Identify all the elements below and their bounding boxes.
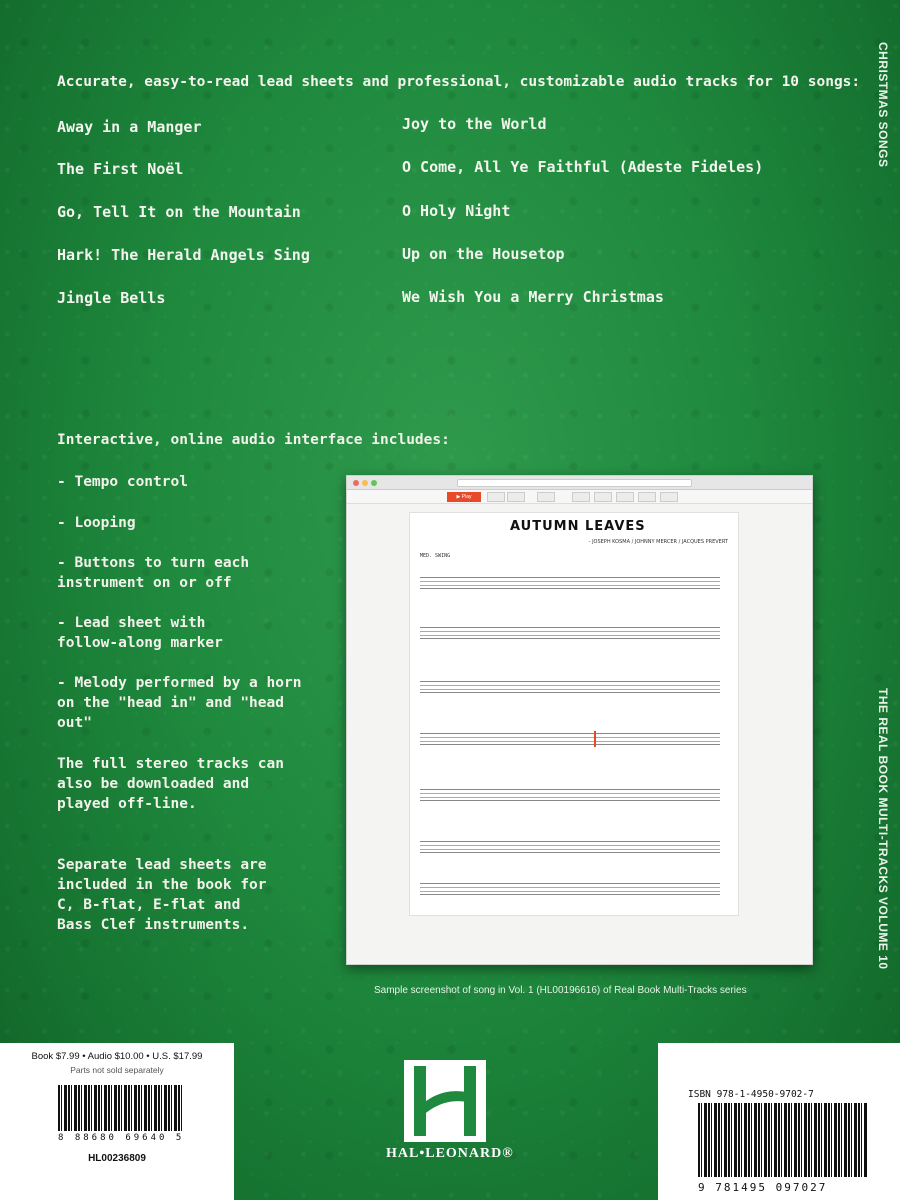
lead-sheet bbox=[409, 512, 739, 916]
toolbar-button bbox=[537, 492, 555, 502]
hal-leonard-logo bbox=[404, 1060, 486, 1142]
feature-item: - Melody performed by a horn on the "head in" and "head out" bbox=[57, 675, 302, 731]
toolbar-button bbox=[507, 492, 525, 502]
player-toolbar bbox=[347, 490, 812, 504]
upc-number: 8 88680 69640 5 bbox=[58, 1133, 185, 1143]
sheet-credit: - JOSEPH KOSMA / JOHNNY MERCER / JACQUES PREVERT bbox=[588, 539, 728, 545]
staff-line bbox=[420, 733, 720, 745]
spine-title: CHRISTMAS SONGS bbox=[876, 42, 890, 168]
interface-heading: Interactive, online audio interface includes: bbox=[57, 432, 450, 448]
staff-line bbox=[420, 577, 720, 589]
product-number: HL00236809 bbox=[88, 1153, 146, 1164]
staff-line bbox=[420, 789, 720, 801]
intro-text: Accurate, easy-to-read lead sheets and professional, customizable audio tracks for 10 songs: bbox=[57, 74, 861, 90]
price-text: Book $7.99 • Audio $10.00 • U.S. $17.99 bbox=[31, 1051, 203, 1062]
app-screenshot bbox=[346, 475, 813, 965]
follow-along-marker bbox=[594, 731, 596, 747]
toolbar-button bbox=[638, 492, 656, 502]
isbn-panel bbox=[658, 1043, 900, 1200]
feature-item: - Lead sheet with follow-along marker bbox=[57, 615, 223, 651]
isbn-barcode bbox=[698, 1103, 868, 1177]
feature-item: - Looping bbox=[57, 515, 136, 531]
song-item: O Holy Night bbox=[402, 202, 511, 220]
staff-line bbox=[420, 627, 720, 639]
parts-note: Parts not sold separately bbox=[70, 1065, 164, 1075]
price-panel bbox=[0, 1043, 234, 1200]
feature-item: - Tempo control bbox=[57, 474, 188, 490]
song-item: Hark! The Herald Angels Sing bbox=[57, 246, 310, 264]
song-item: Jingle Bells bbox=[57, 289, 166, 307]
spine-series: THE REAL BOOK MULTI-TRACKS VOLUME 10 bbox=[876, 688, 890, 970]
song-item: Go, Tell It on the Mountain bbox=[57, 203, 301, 221]
song-item: Up on the Housetop bbox=[402, 245, 565, 263]
staff-line bbox=[420, 883, 720, 895]
play-button: ▶ Play bbox=[447, 492, 481, 502]
song-item: We Wish You a Merry Christmas bbox=[402, 288, 664, 306]
song-item: The First Noël bbox=[57, 160, 184, 178]
download-note: The full stereo tracks can also be downloaded and played off-line. bbox=[57, 756, 284, 812]
ean-number: 9 781495 097027 bbox=[698, 1181, 828, 1194]
isbn-number: ISBN 978-1-4950-9702-7 bbox=[688, 1089, 814, 1100]
toolbar-button bbox=[660, 492, 678, 502]
sheet-style: MED. SWING bbox=[420, 553, 451, 559]
maximize-dot-icon bbox=[371, 480, 377, 486]
hal-leonard-logo-icon bbox=[404, 1060, 486, 1142]
song-item: Joy to the World bbox=[402, 115, 547, 133]
url-bar bbox=[457, 479, 692, 487]
toolbar-button bbox=[572, 492, 590, 502]
song-item: O Come, All Ye Faithful (Adeste Fideles) bbox=[402, 158, 764, 176]
publisher-name: HAL•LEONARD® bbox=[386, 1146, 514, 1161]
screenshot-caption: Sample screenshot of song in Vol. 1 (HL00196616) of Real Book Multi-Tracks series bbox=[374, 985, 747, 996]
toolbar-button bbox=[616, 492, 634, 502]
feature-item: - Buttons to turn each instrument on or off bbox=[57, 555, 250, 591]
close-dot-icon bbox=[353, 480, 359, 486]
song-item: Away in a Manger bbox=[57, 118, 202, 136]
upc-barcode bbox=[58, 1085, 182, 1131]
staff-line bbox=[420, 841, 720, 853]
staff-line bbox=[420, 681, 720, 693]
lead-sheet-note: Separate lead sheets are included in the book for C, B-flat, E-flat and Bass Clef instruments. bbox=[57, 857, 267, 933]
toolbar-button bbox=[487, 492, 505, 502]
sheet-title: AUTUMN LEAVES bbox=[510, 519, 646, 534]
minimize-dot-icon bbox=[362, 480, 368, 486]
browser-titlebar bbox=[347, 476, 812, 490]
toolbar-button bbox=[594, 492, 612, 502]
